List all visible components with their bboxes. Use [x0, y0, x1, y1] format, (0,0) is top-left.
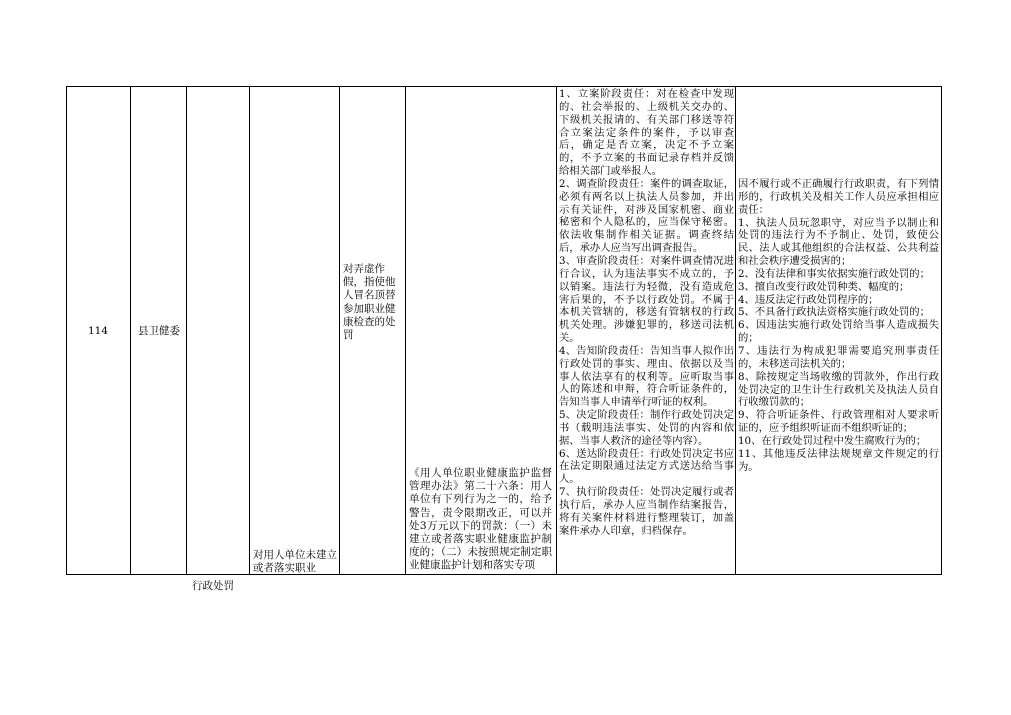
accountability-text: 因不履行或不正确履行行政职责，有下列情形的，行政机关及相关工作人员应承担相应责任： 1、执法人员玩忽职守，对应当予以制止和处罚的违法行为不予制止、处罚，致使公民、法人或其他组织的合法权益、公共利益和社会秩序遭受损害的； 2、没有法律和事实依据实施行政处罚的； 3、擅自改变行政处罚种类、幅度的； 4、违反法定行政处罚程序的； 5、不具备行政执法资格实施行政处罚的； 6、因违法实施行政处罚给当事人造成损失的； 7、违法行为构成犯罪需要追究刑事责任的，未移送司法机关的； 8、除按规定当场收缴的罚款外，作出行政处罚决定的卫生计生行政机关及执法人员自行收缴罚款的； 9、符合听证条件、行政管理相对人要求听证的，应予组织听证而不组织听证的； 10、在行政处罚过程中发生腐败行为的； 11、其他违反法律法规规章文件规定的行为。: [738, 178, 939, 473]
col-border-4: [249, 86, 250, 575]
basis-clip: [407, 86, 555, 574]
case-type: 对弄虚作假，指使他人冒名顶替参加职业健康检查的处罚: [343, 263, 396, 342]
responsibility-steps: 1、立案阶段责任：对在检查中发现的、社会举报的、上级机关交办的、下级机关报请的、有关部门移送等符合立案法定条件的案件，予以审查后，确定是否立案，决定不予立案的，不予立案的书面记录存档并反馈给相关部门或举报人。 2、调查阶段责任：案件的调查取证，必须有两名以上执法人员参加，并出示有关证件，对涉及国家机密、商业秘密和个人隐私的，应当保守秘密。依法收集制作相关证据。调查终结后，承办人应当写出调查报告。 3、审查阶段责任：对案件调查情况进行合议，认为违法事实不成立的，予以销案。违法行为轻微，没有造成危害后果的，不予以行政处罚。不属于本机关管辖的，移送有管辖权的行政机关处理。涉嫌犯罪的，移送司法机关。 4、告知阶段责任：告知当事人拟作出行政处罚的事实、理由、依据以及当事人依法享有的权利等。应听取当事人的陈述和申辩，符合听证条件的，告知当事人申请举行听证的权利。 5、决定阶段责任：制作行政处罚决定书（载明违法事实、处罚的内容和依据、当事人救济的途径等内容）。 6、送达阶段责任：行政处罚决定书应在法定期限通过法定方式送达给当事人。 7、执行阶段责任：处罚决定履行或者执行后，承办人应当制作结案报告，将有关案件材料进行整理装订，加盖案件承办人印章，归档保存。: [559, 88, 734, 537]
col-border-9: [941, 86, 942, 575]
department-name: 县卫健委: [138, 325, 180, 337]
col-border-5: [339, 86, 340, 575]
row-number: 114: [87, 325, 109, 337]
col-border-2: [130, 86, 131, 575]
item-title: 对用人单位未建立或者落实职业: [253, 549, 337, 575]
category-clip: [188, 575, 250, 592]
col-border-6: [405, 86, 406, 575]
item-title-clip: [251, 86, 339, 574]
responsibilities-clip: [557, 87, 734, 574]
col-border-8: [735, 86, 736, 575]
legal-basis: 《用人单位职业健康监护监督管理办法》第二十六条：用人单位有下列行为之一的，给予警告，责令限期改正，可以并处3万元以下的罚款：（一）未建立或者落实职业健康监护制度的；（二）未按照规定制定职业健康监护计划和落实专项: [409, 467, 552, 572]
power-category: 行政处罚: [192, 580, 234, 592]
